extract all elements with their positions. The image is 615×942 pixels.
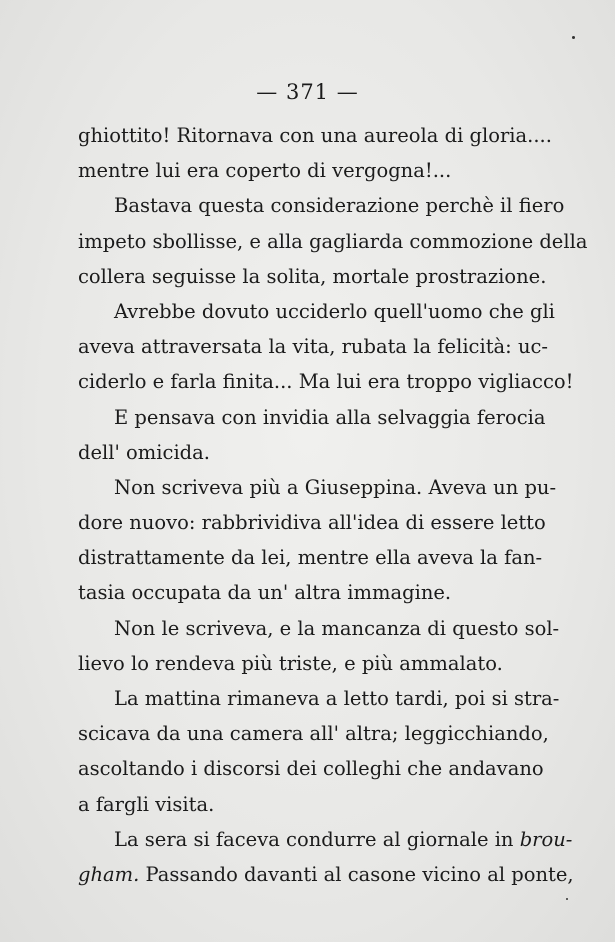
line-text: La sera si faceva condurre al giornale in <box>114 827 520 851</box>
italic-word: brou- <box>519 827 573 851</box>
line-text: mentre lui era coperto di vergogna!... <box>78 159 452 183</box>
line-text: Passando davanti al casone vicino al ponte, <box>139 862 574 886</box>
text-line <box>78 716 549 751</box>
line-text: ghiottito! Ritornava con una aureola di gloria.... <box>78 124 552 147</box>
line-text: distrattamente da lei, mentre ella aveva la fan- <box>78 546 543 570</box>
text-line <box>78 435 536 470</box>
line-text: Non le scriveva, e la mancanza di questo sol- <box>114 616 560 640</box>
text-line <box>78 259 547 294</box>
line-text: tasia occupata da un' altra immagine. <box>78 581 452 605</box>
text-line <box>78 400 546 435</box>
text-line <box>78 822 573 857</box>
text-line <box>78 857 574 892</box>
line-text: E pensava con invidia alla selvaggia ferocia <box>114 405 546 429</box>
text-line <box>78 470 557 505</box>
line-text: a fargli visita. <box>78 792 215 816</box>
text-line <box>78 118 552 153</box>
paper-speck <box>566 898 568 900</box>
italic-word: gham. <box>78 862 140 886</box>
line-text: collera seguisse la solita, mortale prostrazione. <box>78 264 547 288</box>
line-text: ciderlo e farla finita... Ma lui era troppo vigliacco! <box>78 370 574 394</box>
line-text: dell' omicida. <box>78 440 210 464</box>
line-text: ascoltando i discorsi dei colleghi che andavano <box>78 757 544 781</box>
line-text: Avrebbe dovuto ucciderlo quell'uomo che gli <box>114 299 555 323</box>
text-line <box>78 646 536 681</box>
text-line <box>78 329 549 364</box>
page-number: — 371 — <box>256 80 359 104</box>
text-line <box>78 505 546 540</box>
text-line <box>78 540 543 575</box>
text-line <box>78 611 560 646</box>
text-line <box>78 681 560 716</box>
body-text <box>78 118 588 892</box>
text-line <box>78 153 536 188</box>
text-line <box>78 364 574 399</box>
line-text: dore nuovo: rabbrividiva all'idea di essere letto <box>78 511 546 535</box>
line-text: scicava da una camera all' altra; leggicchiando, <box>78 722 549 746</box>
line-text: Non scriveva più a Giuseppina. Aveva un pu- <box>114 475 557 499</box>
line-text: Bastava questa considerazione perchè il fiero <box>114 194 565 218</box>
text-line <box>78 224 588 259</box>
text-line <box>78 575 536 610</box>
text-line <box>78 751 544 786</box>
paper-speck <box>572 36 575 39</box>
text-line <box>78 787 536 822</box>
line-text: lievo lo rendeva più triste, e più ammalato. <box>78 651 503 675</box>
line-text: impeto sbollisse, e alla gagliarda commozione della <box>78 229 588 253</box>
line-text: La mattina rimaneva a letto tardi, poi si stra- <box>114 687 560 710</box>
text-line <box>78 294 555 329</box>
text-line <box>78 188 565 223</box>
line-text: aveva attraversata la vita, rubata la felicità: uc- <box>78 335 549 359</box>
